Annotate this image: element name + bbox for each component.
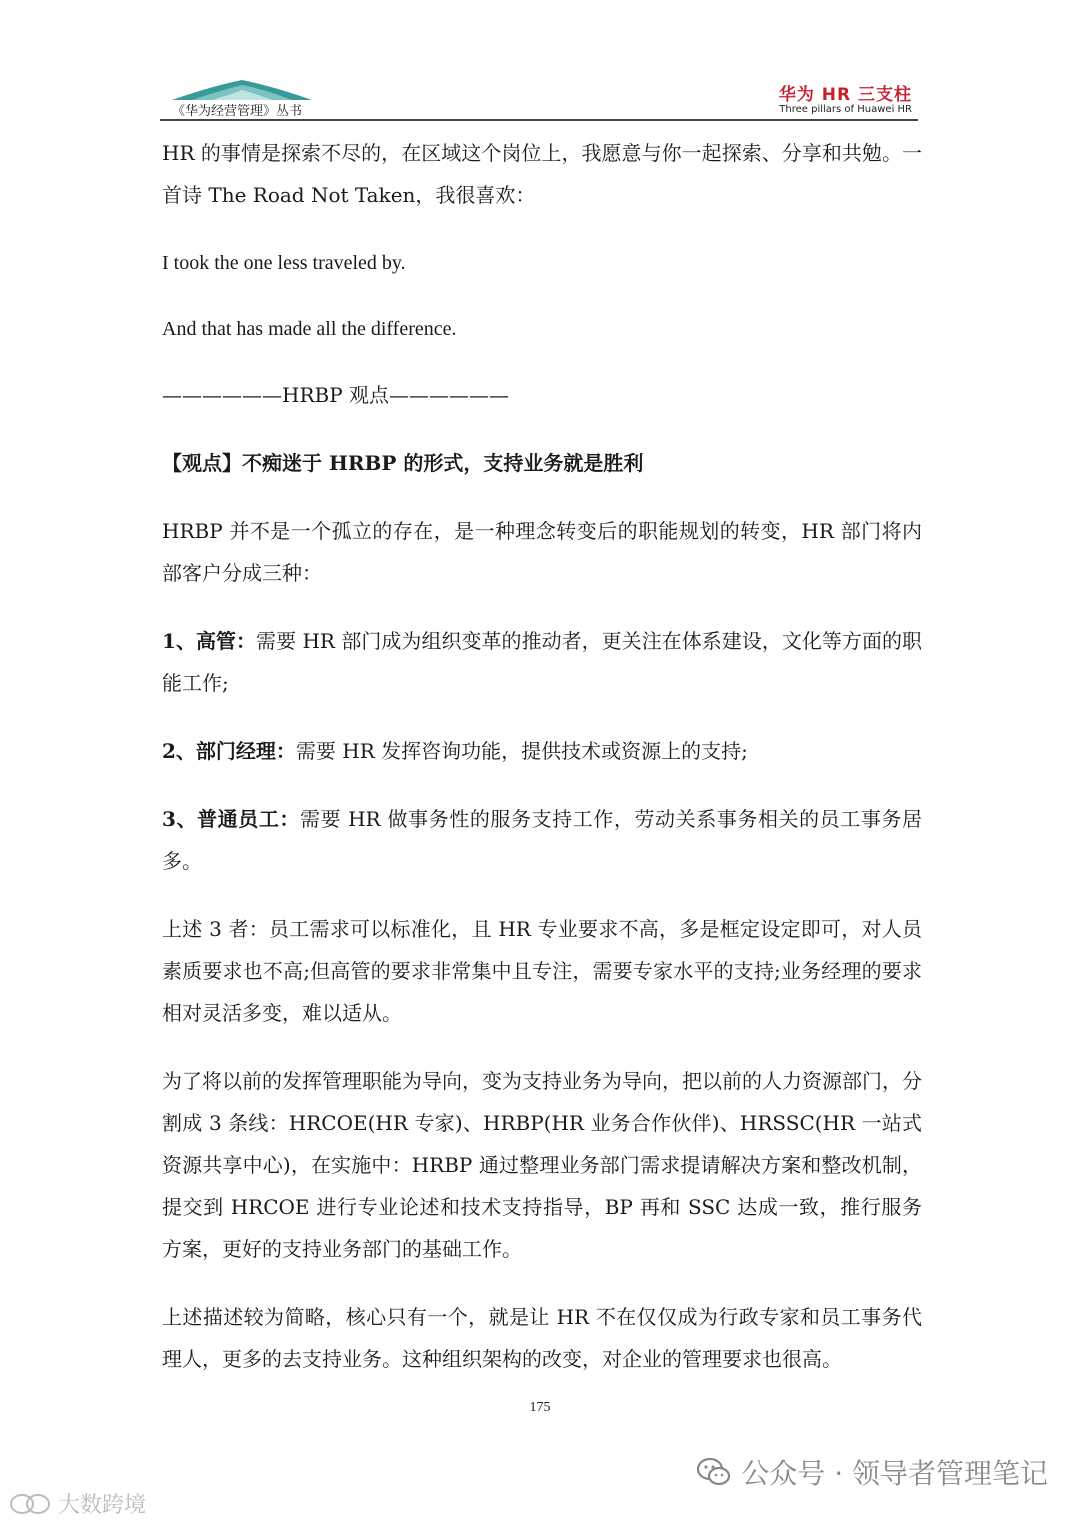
series-title: 《华为经营管理》丛书	[172, 104, 303, 119]
list-item-text: 需要 HR 发挥咨询功能，提供技术或资源上的支持;	[295, 739, 748, 763]
watermark-text: 公众号 · 领导者管理笔记	[741, 1457, 1048, 1490]
corner-watermark	[8, 1488, 146, 1519]
poem-line-1: I took the one less traveled by.	[162, 252, 406, 274]
list-item-managers	[162, 730, 922, 772]
chat-bubble-icon	[8, 1492, 54, 1516]
list-item-employees	[162, 798, 922, 882]
poem-line-2: And that has made all the difference.	[162, 318, 457, 340]
header-divider	[160, 119, 918, 121]
list-item-text: 需要 HR 部门成为组织变革的推动者，更关注在体系建设，文化等方面的职能工作;	[162, 629, 923, 695]
list-item-executives	[162, 620, 922, 704]
page-content	[162, 130, 922, 1380]
list-item-label: 3、普通员工：	[162, 807, 300, 831]
corner-watermark-text: 大数跨境	[58, 1493, 147, 1518]
paragraph-hrbp: HRBP 并不是一个孤立的存在，是一种理念转变后的职能规划的转变，HR 部门将内部客户分成三种：	[162, 519, 922, 585]
brand-subtitle: Three pillars of Huawei HR	[779, 104, 912, 115]
mountain-logo-icon	[172, 76, 312, 102]
paragraph-intro: HR 的事情是探索不尽的，在区域这个岗位上，我愿意与你一起探索、分享和共勉。一首诗 The Road Not Taken，我很喜欢：	[162, 141, 922, 207]
paragraph-three-lines: 为了将以前的发挥管理职能为导向，变为支持业务为导向，把以前的人力资源部门，分割成 3 条线：HRCOE(HR 专家)、HRBP(HR 业务合作伙伴)、HRSSC(HR 一站式资源共享中心)，在实施中：HRBP 通过整理业务部门需求提请解决方案和整改机制，提交到 HRCOE 进行专业论述和技术支持指导，BP 再和 SSC 达成一致，推行服务方案，更好的支持业务部门的基础工作。	[162, 1069, 922, 1261]
brand-title: 华为 HR 三支柱	[778, 85, 912, 105]
page-header	[0, 0, 1080, 130]
section-heading: 【观点】不痴迷于 HRBP 的形式，支持业务就是胜利	[162, 451, 644, 475]
page-number: 175	[529, 1400, 551, 1415]
section-divider: ——————HRBP 观点——————	[162, 383, 510, 407]
list-item-text: 需要 HR 做事务性的服务支持工作，劳动关系事务相关的员工事务居多。	[162, 807, 923, 873]
wechat-icon	[697, 1457, 731, 1487]
paragraph-summary: 上述描述较为简略，核心只有一个，就是让 HR 不在仅仅成为行政专家和员工事务代理人，更多的去支持业务。这种组织架构的改变，对企业的管理要求也很高。	[162, 1305, 922, 1371]
paragraph-requirements: 上述 3 者：员工需求可以标准化，且 HR 专业要求不高，多是框定设定即可，对人员素质要求也不高;但高管的要求非常集中且专注，需要专家水平的支持;业务经理的要求相对灵活多变，难以适从。	[162, 917, 922, 1025]
list-item-label: 2、部门经理：	[162, 739, 296, 763]
wechat-watermark	[697, 1452, 1048, 1492]
list-item-label: 1、高管：	[162, 629, 257, 653]
